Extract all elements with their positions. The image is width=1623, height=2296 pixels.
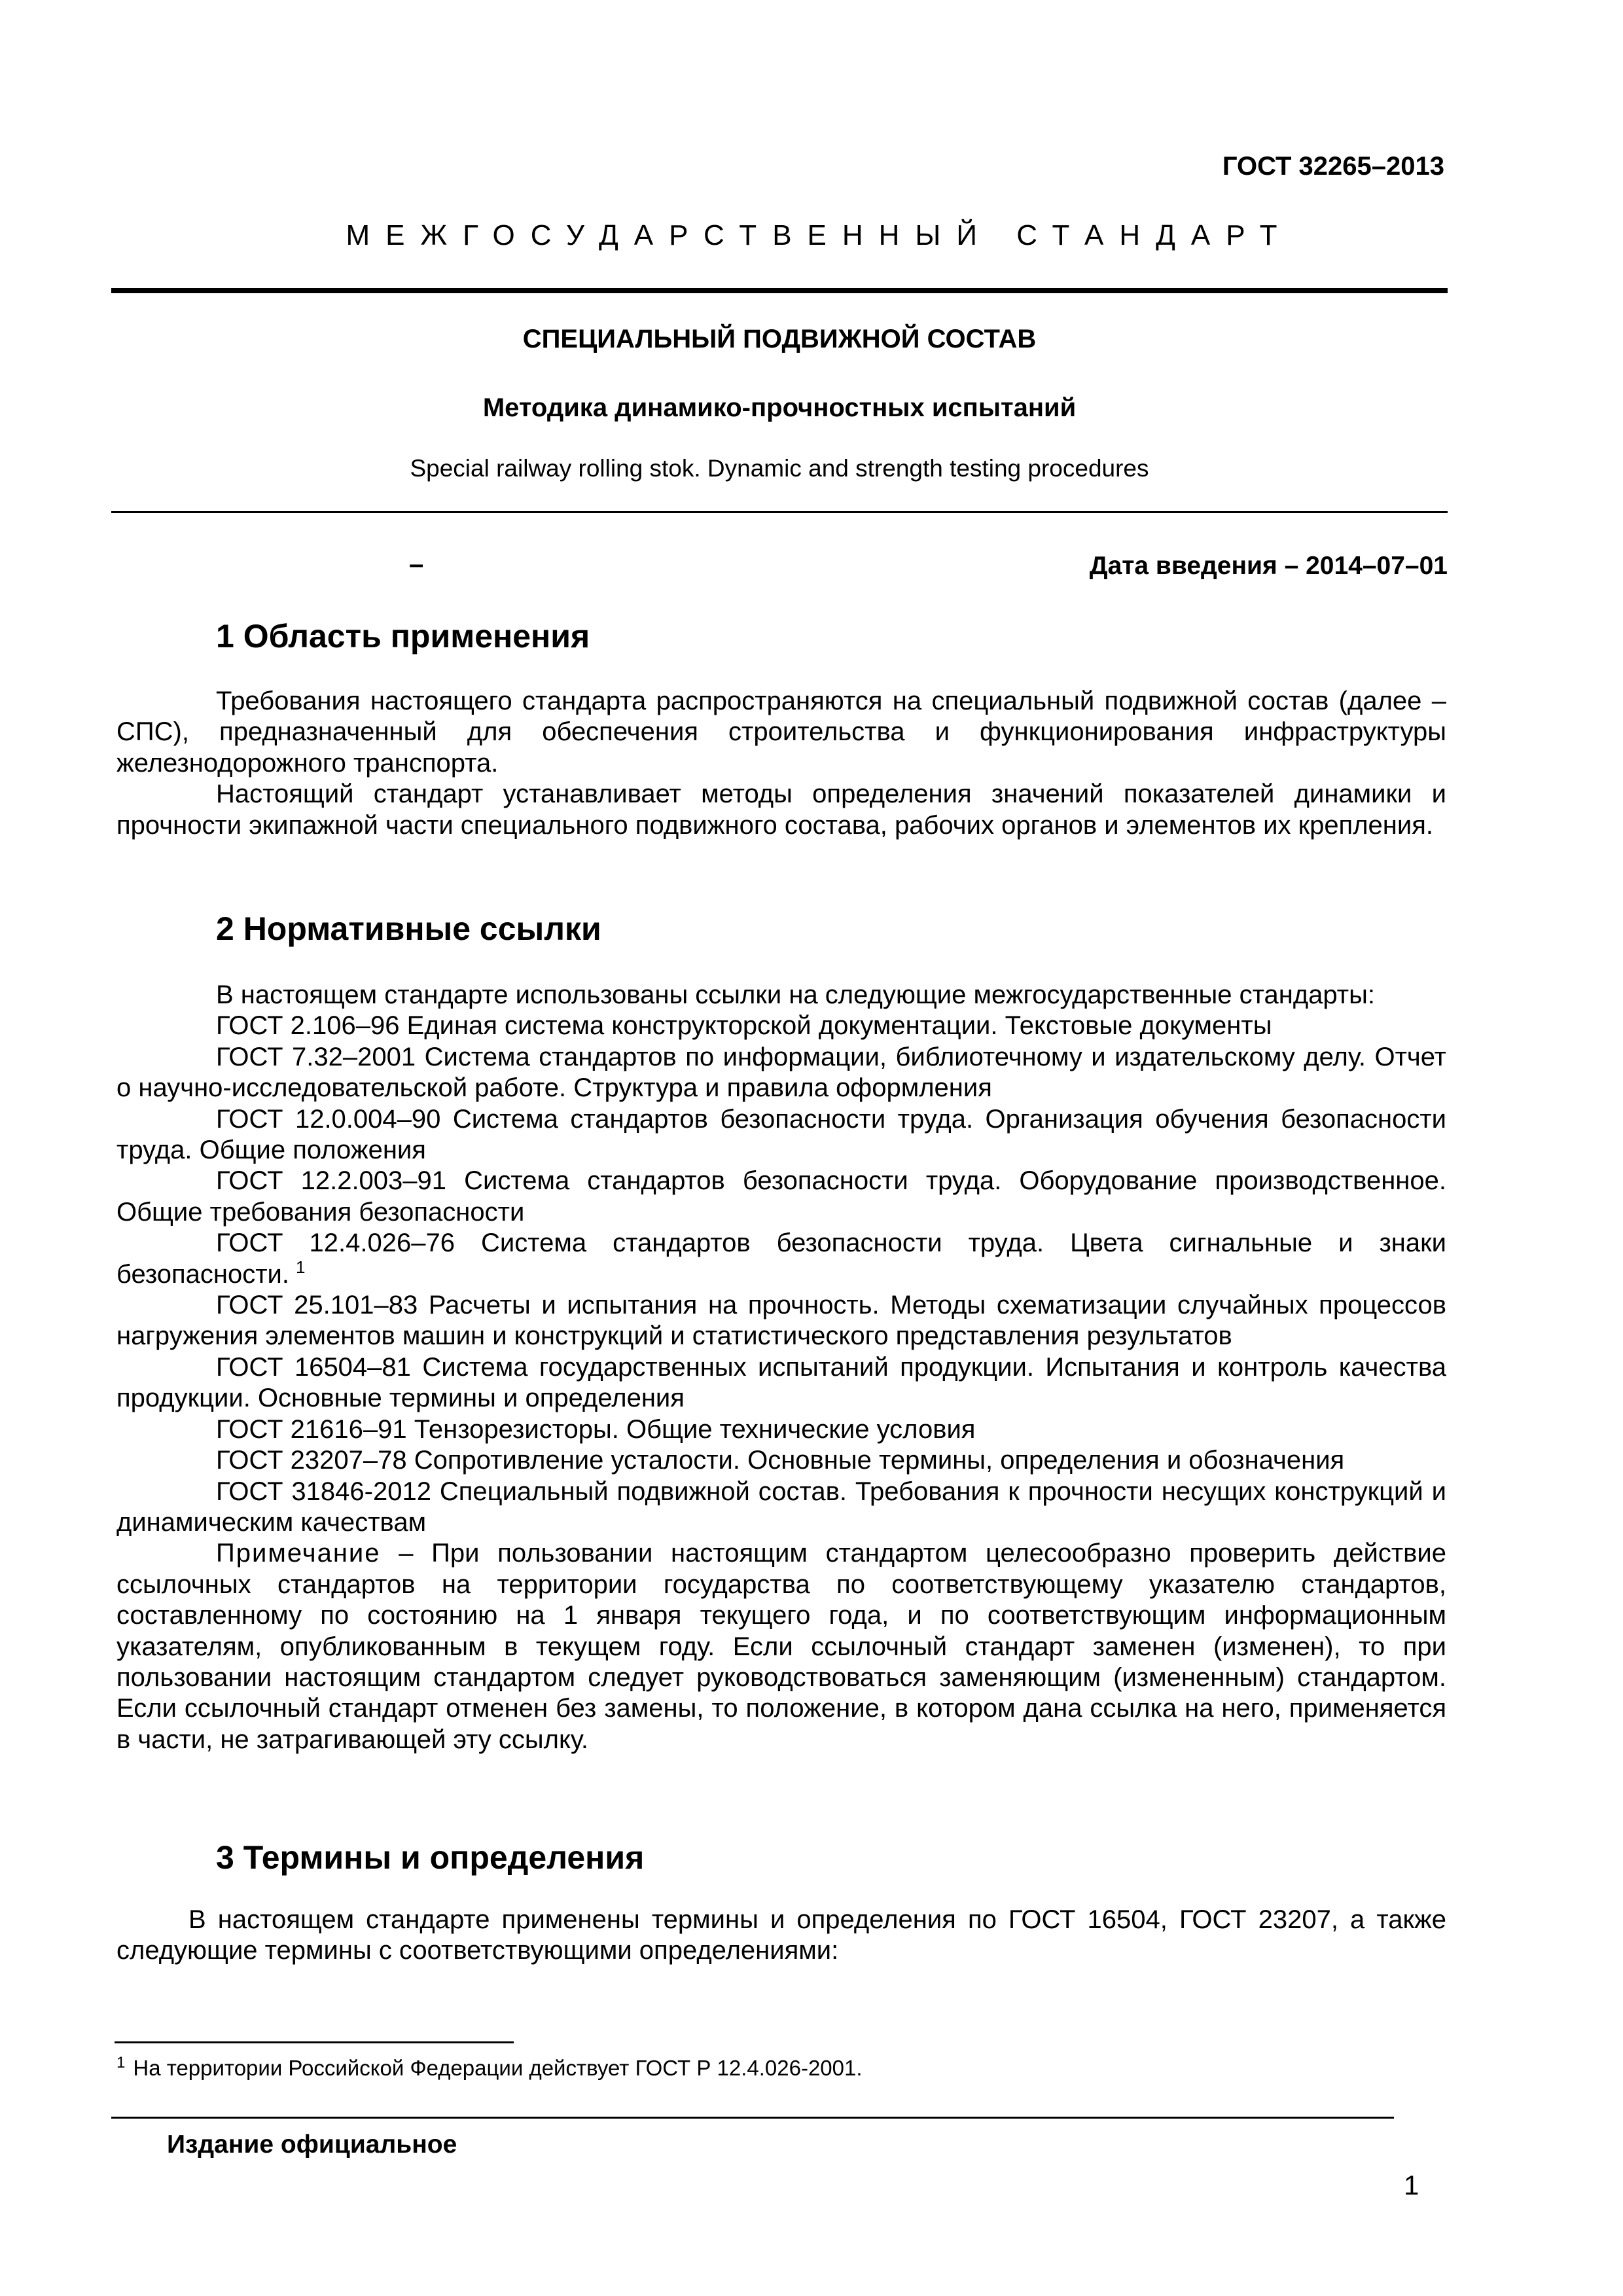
- reference-item: ГОСТ 31846-2012 Специальный подвижной состав. Требования к прочности несущих конструкций и динамическим качествам: [116, 1477, 1446, 1537]
- section-heading-scope: 1 Область применения: [216, 618, 590, 655]
- footnote-rule: [115, 2041, 514, 2043]
- footnote: [116, 2056, 863, 2081]
- reference-item: ГОСТ 12.0.004–90 Система стандартов безопасности труда. Организация обучения безопасности труда. Общие положения: [116, 1104, 1446, 1165]
- footnote-number: 1: [116, 2054, 126, 2072]
- title-rule: [111, 511, 1448, 513]
- reference-text: ГОСТ 12.4.026–76 Система стандартов безопасности труда. Цвета сигнальные и знаки безопасности.: [116, 1229, 1446, 1289]
- note-label: Примечание: [216, 1539, 381, 1568]
- paragraph: В настоящем стандарте применены термины и определения по ГОСТ 16504, ГОСТ 23207, а также следующие термины с соответствующими определениями:: [116, 1905, 1446, 1965]
- introduction-date: Дата введения – 2014–07–01: [1089, 552, 1448, 580]
- section-heading-references: 2 Нормативные ссылки: [216, 910, 601, 947]
- edition-label: Издание официальное: [167, 2130, 457, 2159]
- reference-item: [116, 1228, 1446, 1290]
- document-subtitle: Методика динамико-прочностных испытаний: [482, 393, 1077, 422]
- intro-dash: –: [409, 550, 424, 579]
- reference-item: ГОСТ 23207–78 Сопротивление усталости. Основные термины, определения и обозначения: [216, 1446, 1345, 1475]
- paragraph: Настоящий стандарт устанавливает методы определения значений показателей динамики и прочности экипажной части специального подвижного состава, рабочих органов и элементов их крепления.: [116, 780, 1446, 840]
- document-title-english: Special railway rolling stok. Dynamic and strength testing procedures: [410, 455, 1149, 482]
- reference-item: ГОСТ 21616–91 Тензорезисторы. Общие технические условия: [216, 1414, 976, 1444]
- note-paragraph: [116, 1538, 1446, 1755]
- reference-item: ГОСТ 12.2.003–91 Система стандартов безопасности труда. Оборудование производственное. Общие требования безопасности: [116, 1166, 1446, 1227]
- paragraph: В настоящем стандарте использованы ссылки на следующие межгосударственные стандарты:: [216, 980, 1375, 1009]
- reference-item: ГОСТ 25.101–83 Расчеты и испытания на прочность. Методы схематизации случайных процессов нагружения элементов машин и конструкций и статистического представления результатов: [116, 1291, 1446, 1351]
- page-number: 1: [1404, 2170, 1419, 2200]
- section-body-terms: [116, 1905, 1446, 1967]
- reference-item: ГОСТ 7.32–2001 Система стандартов по информации, библиотечному и издательскому делу. Отчет о научно-исследовательской работе. Структура и правила оформления: [116, 1042, 1446, 1103]
- document-title: СПЕЦИАЛЬНЫЙ ПОДВИЖНОЙ СОСТАВ: [522, 325, 1037, 353]
- note-text: – При пользовании настоящим стандартом целесообразно проверить действие ссылочных стандартов на территории государства по соответствующему указателю стандартов, составленному по состоянию на 1 января текущего года, и по соответствующим информационным указателям, опубликованным в текущем году. Если ссылочный стандарт заменен (изменен), то при пользовании настоящим стандартом следует руководствоваться заменяющим (измененным) стандартом. Если ссылочный стандарт отменен без замены, то положение, в котором дана ссылка на него, применяется в части, не затрагивающей эту ссылку.: [116, 1539, 1446, 1754]
- section-body-scope: [116, 686, 1446, 841]
- section-heading-terms: 3 Термины и определения: [216, 1839, 645, 1876]
- footnote-marker: 1: [295, 1257, 306, 1278]
- reference-item: ГОСТ 2.106–96 Единая система конструкторской документации. Текстовые документы: [216, 1011, 1272, 1041]
- header-rule: [111, 288, 1448, 293]
- section-body-references: [116, 980, 1446, 1755]
- footer-rule: [111, 2117, 1394, 2119]
- standard-type-heading: МЕЖГОСУДАРСТВЕННЫЙ СТАНДАРТ: [346, 219, 1293, 251]
- gost-number: ГОСТ 32265–2013: [1222, 152, 1444, 181]
- footnote-text: На территории Российской Федерации действует ГОСТ Р 12.4.026-2001.: [133, 2056, 863, 2080]
- paragraph: Требования настоящего стандарта распространяются на специальный подвижной состав (далее – СПС), предназначенный для обеспечения строительства и функционирования инфраструктуры железнодорожного транспорта.: [116, 687, 1446, 778]
- reference-item: ГОСТ 16504–81 Система государственных испытаний продукции. Испытания и контроль качества продукции. Основные термины и определения: [116, 1352, 1446, 1413]
